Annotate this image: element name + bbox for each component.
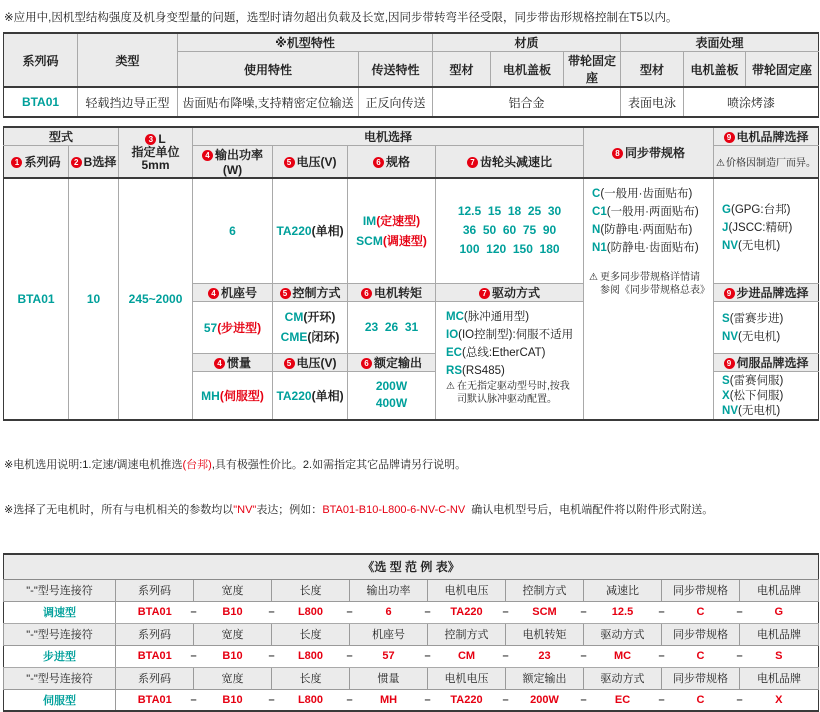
spec-col-header xyxy=(348,146,436,179)
index-badge-7: 7 xyxy=(467,157,478,168)
brand-select-header xyxy=(714,127,819,146)
material-header: 材质 xyxy=(433,33,621,52)
length-header xyxy=(119,127,193,178)
col-header: 电机品牌 xyxy=(740,623,819,645)
col-header: 电机转矩 xyxy=(506,623,584,645)
model-part: B10 xyxy=(222,694,242,706)
material-value: 铝合金 xyxy=(433,87,621,117)
servo-s-code: S xyxy=(722,375,730,387)
control-cme-code: CME xyxy=(281,330,308,344)
brand-select-header-label: 电机品牌选择 xyxy=(737,130,809,144)
ratio-col-header xyxy=(436,146,584,179)
stepper-nv-code: NV xyxy=(722,331,738,343)
index-badge-9: 9 xyxy=(724,358,735,369)
voltage2-value xyxy=(273,371,348,420)
col-header: 额定输出 xyxy=(506,667,584,689)
model-part: 200W xyxy=(530,694,559,706)
selection-example-table xyxy=(3,553,819,712)
main-header-row-1 xyxy=(4,127,819,146)
index-badge-4: 4 xyxy=(202,150,213,161)
example-header-row-speed xyxy=(4,579,819,601)
model-part: CM xyxy=(458,650,475,662)
model-part: MH xyxy=(380,694,397,706)
note2-model-red: BTA01-B10-L800-6-NV-C-NV xyxy=(322,504,465,516)
model-part: X xyxy=(775,694,782,706)
example-data-row-stepper: 步进型 BTA01 – B10 – L800 – 57 – CM – 23 – MC – C – S xyxy=(4,645,819,667)
col-header: 电机品牌 xyxy=(740,579,819,601)
b-select-value: 10 xyxy=(69,178,119,420)
control-col-header xyxy=(273,283,348,301)
series-code-col-header xyxy=(4,146,69,179)
col-header: 长度 xyxy=(272,579,350,601)
series-code-value: BTA01 xyxy=(4,178,69,420)
warning-icon: ⚠ xyxy=(589,271,598,284)
torque-numbers: 23 26 31 xyxy=(365,320,418,334)
spec-scm-rest: (调速型) xyxy=(383,234,427,248)
brand-g-code: G xyxy=(722,204,731,216)
example-data-row-speed: 调速型 BTA01 – B10 – L800 – 6 – TA220 – SCM – 12.5 – C – G xyxy=(4,601,819,623)
stepper-brand-label: 步进品牌选择 xyxy=(737,286,809,300)
index-badge-7: 7 xyxy=(479,288,490,299)
model-header: 型式 xyxy=(4,127,119,146)
connector-label: "-"型号连接符 xyxy=(4,623,116,645)
drive-mc-rest: (脉冲通用型) xyxy=(464,311,529,323)
col-header: 电机电压 xyxy=(428,667,506,689)
servo-brand-label: 伺服品牌选择 xyxy=(737,356,809,370)
model-part: C xyxy=(697,694,705,706)
model-part: B10 xyxy=(222,650,242,662)
col-header: 减速比 xyxy=(584,579,662,601)
model-part: TA220 xyxy=(450,694,482,706)
note2-text-a: ※选择了无电机时，所有与电机相关的参数均以 xyxy=(4,504,233,516)
belt-spec-list xyxy=(584,179,713,257)
general-brand-list xyxy=(714,179,818,255)
warning-icon: ⚠ xyxy=(446,380,455,393)
servo-nv-rest: (无电机) xyxy=(738,405,780,417)
ratio-line-1: 12.5 15 18 25 30 xyxy=(436,202,583,221)
model-part: MC xyxy=(614,650,631,662)
example-type-label: 调速型 xyxy=(4,601,116,623)
material-cover-header: 电机盖板 xyxy=(491,52,564,88)
torque-col-label: 电机转矩 xyxy=(374,286,422,300)
power-value: 6 xyxy=(193,178,273,283)
col-header: 输出功率 xyxy=(350,579,428,601)
gear-ratio-values xyxy=(436,178,584,283)
belt-n-rest: (防静电·两面贴布) xyxy=(600,224,692,236)
type-header: 类型 xyxy=(78,33,178,87)
model-part: TA220 xyxy=(450,606,482,618)
frame-value xyxy=(193,301,273,353)
general-brand-cell xyxy=(714,178,819,283)
index-badge-4: 4 xyxy=(208,288,219,299)
model-part: 57 xyxy=(382,650,394,662)
index-badge-5: 5 xyxy=(284,157,295,168)
belt-c1-code: C1 xyxy=(592,206,607,218)
drive-col-header xyxy=(436,283,584,301)
voltage2-rest: (单相) xyxy=(312,389,344,403)
model-part: SCM xyxy=(532,606,556,618)
belt-spec-header-label: 同步带规格 xyxy=(625,146,685,160)
index-badge-1: 1 xyxy=(11,157,22,168)
inertia-col-label: 惯量 xyxy=(227,356,251,370)
motor-selection-table xyxy=(3,126,819,421)
drive-mode-list xyxy=(436,302,583,380)
belt-spec-note xyxy=(584,271,713,303)
col-header: 机座号 xyxy=(350,623,428,645)
connector-label: "-"型号连接符 xyxy=(4,667,116,689)
control-cme-rest: (闭环) xyxy=(307,330,339,344)
example-data-row-servo: 伺服型 BTA01 – B10 – L800 – MH – TA220 – 200W – EC – C – X xyxy=(4,689,819,711)
control-values xyxy=(273,301,348,353)
power-col-header xyxy=(193,146,273,179)
machine-features-header: ※机型特性 xyxy=(178,33,433,52)
series-code-value: BTA01 xyxy=(4,87,78,117)
drive-mode-note xyxy=(436,380,583,412)
col-header: 电机品牌 xyxy=(740,667,819,689)
control-cm-rest: (开环) xyxy=(303,310,335,324)
example-header-row-servo xyxy=(4,667,819,689)
note1-text-red: (台邦) xyxy=(183,459,212,471)
surface-treatment-header: 表面处理 xyxy=(621,33,819,52)
col-header: 同步带规格 xyxy=(662,579,740,601)
voltage-rest: (单相) xyxy=(312,224,344,238)
inertia-rest: (伺服型) xyxy=(220,389,264,403)
model-part: B10 xyxy=(222,606,242,618)
spec-col-label: 规格 xyxy=(386,155,410,169)
drive-mode-note-text: 在无指定驱动型号时,按我司默认脉冲驱动配置。 xyxy=(457,380,579,406)
belt-c1-rest: (一般用·两面贴布) xyxy=(607,206,699,218)
surface-paint-value: 喷涂烤漆 xyxy=(684,87,819,117)
example-table-title: 《选 型 范 例 表》 xyxy=(4,554,819,580)
col-header: 电机电压 xyxy=(428,579,506,601)
spec-im-rest: (定速型) xyxy=(376,214,420,228)
index-badge-5: 5 xyxy=(280,288,291,299)
spec-scm-code: SCM xyxy=(356,234,383,248)
belt-spec-note-text: 更多同步带规格详情请参阅《同步带规格总表》 xyxy=(600,271,709,297)
index-badge-9: 9 xyxy=(724,288,735,299)
usage-feature-header: 使用特性 xyxy=(178,52,359,88)
model-part: C xyxy=(697,606,705,618)
example-type-label: 步进型 xyxy=(4,645,116,667)
index-badge-5: 5 xyxy=(284,358,295,369)
belt-c-code: C xyxy=(592,188,600,200)
control-col-label: 控制方式 xyxy=(293,286,341,300)
type-value: 轻载挡边导正型 xyxy=(78,87,178,117)
ratio-line-2: 36 50 60 75 90 xyxy=(436,221,583,240)
drive-io-code: IO xyxy=(446,329,458,341)
voltage-col-label: 电压(V) xyxy=(297,155,337,169)
surface-profile-value: 表面电泳 xyxy=(621,87,684,117)
stepper-nv-rest: (无电机) xyxy=(738,331,780,343)
ratio-line-3: 100 120 150 180 xyxy=(436,240,583,259)
datasheet-page xyxy=(0,9,820,572)
frame-code: 57 xyxy=(204,321,217,335)
index-badge-4: 4 xyxy=(214,358,225,369)
b-select-col-label: B选择 xyxy=(84,155,117,169)
rated-output-col-header xyxy=(348,353,436,371)
note1-text-b: ,具有极强性价比。2.如需指定其它品牌请另行说明。 xyxy=(212,459,466,471)
col-header: 驱动方式 xyxy=(584,667,662,689)
material-pulley-header: 带轮固定座 xyxy=(564,52,621,88)
torque-col-header xyxy=(348,283,436,301)
model-part: L800 xyxy=(298,606,323,618)
servo-nv-code: NV xyxy=(722,405,738,417)
brand-price-note xyxy=(714,146,819,179)
surface-profile-header: 型材 xyxy=(621,52,684,88)
rated-output-values xyxy=(348,371,436,420)
col-header: 控制方式 xyxy=(506,579,584,601)
belt-n1-code: N1 xyxy=(592,242,607,254)
length-header-label: L xyxy=(158,132,165,146)
b-select-col-header xyxy=(69,146,119,179)
index-badge-8: 8 xyxy=(612,148,623,159)
series-code-col-label: 系列码 xyxy=(24,155,60,169)
note1-text-a: ※电机选用说明:1.定速/调速电机推选 xyxy=(4,459,183,471)
example-header-row-stepper xyxy=(4,623,819,645)
col-header: 同步带规格 xyxy=(662,623,740,645)
example-table-title-row xyxy=(4,554,819,580)
note2-text-c: 确认电机型号后，电机端配件将以附件形式附送。 xyxy=(465,504,713,516)
model-part: S xyxy=(775,650,782,662)
control-cm-code: CM xyxy=(285,310,304,324)
col-header: 控制方式 xyxy=(428,623,506,645)
servo-brand-header xyxy=(714,353,819,371)
ratio-col-label: 齿轮头减速比 xyxy=(480,155,552,169)
belt-n1-rest: (防静电·齿面贴布) xyxy=(607,242,699,254)
servo-x-code: X xyxy=(722,390,730,402)
drive-ec-rest: (总线:EtherCAT) xyxy=(462,347,546,359)
belt-n-code: N xyxy=(592,224,600,236)
index-badge-2: 2 xyxy=(71,157,82,168)
drive-mode-cell xyxy=(436,301,584,420)
surface-pulley-header: 带轮固定座 xyxy=(746,52,819,88)
stepper-brand-list xyxy=(714,302,818,346)
belt-spec-header xyxy=(584,127,714,178)
model-part: BTA01 xyxy=(138,650,172,662)
brand-nv-code: NV xyxy=(722,240,738,252)
model-part: 6 xyxy=(385,606,391,618)
index-badge-6: 6 xyxy=(361,358,372,369)
servo-brand-cell xyxy=(714,371,819,420)
model-part: G xyxy=(775,606,784,618)
motor-select-header: 电机选择 xyxy=(193,127,584,146)
transfer-feature-value: 正反向传送 xyxy=(359,87,433,117)
inertia-col-header xyxy=(193,353,273,371)
drive-rs-code: RS xyxy=(446,365,462,377)
note2-text-b: 表达；例如： xyxy=(256,504,322,516)
col-header: 长度 xyxy=(272,623,350,645)
model-part: L800 xyxy=(298,694,323,706)
servo-brand-list xyxy=(714,372,818,419)
frame-col-label: 机座号 xyxy=(221,286,257,300)
main-body-row-1 xyxy=(4,178,819,283)
note-line-2 xyxy=(4,503,818,518)
inertia-code: MH xyxy=(201,389,220,403)
note2-nv-red: "NV" xyxy=(233,504,256,516)
brand-price-note-text: 价格因制造厂而异。 xyxy=(726,158,816,169)
col-header: 系列码 xyxy=(116,667,194,689)
inertia-value xyxy=(193,371,273,420)
brand-j-rest: (JSCC:精研) xyxy=(728,222,792,234)
voltage2-col-label: 电压(V) xyxy=(297,356,337,370)
spec-data-row xyxy=(4,87,819,117)
warning-icon: ⚠ xyxy=(716,158,725,169)
col-header: 宽度 xyxy=(194,623,272,645)
stepper-brand-header xyxy=(714,283,819,301)
servo-x-rest: (松下伺服) xyxy=(730,390,784,402)
torque-value xyxy=(348,301,436,353)
stepper-brand-cell xyxy=(714,301,819,353)
rated-output-col-label: 额定输出 xyxy=(374,356,422,370)
top-usage-note: ※应用中,因机型结构强度及机身变型量的问题，选型时请勿超出负载及长宽,因同步带转弯半径受限，同步带齿形规格控制在T5以内。 xyxy=(4,9,818,25)
brand-g-rest: (GPG:台邦) xyxy=(731,204,790,216)
col-header: 宽度 xyxy=(194,667,272,689)
model-part: BTA01 xyxy=(138,694,172,706)
col-header: 长度 xyxy=(272,667,350,689)
frame-col-header xyxy=(193,283,273,301)
length-range-value: 245~2000 xyxy=(119,178,193,420)
transfer-feature-header: 传送特性 xyxy=(359,52,433,88)
frame-rest: (步进型) xyxy=(217,321,261,335)
model-part: 12.5 xyxy=(612,606,633,618)
usage-feature-value: 齿面贴布降噪,支持精密定位输送 xyxy=(178,87,359,117)
belt-c-rest: (一般用·齿面贴布) xyxy=(600,188,692,200)
voltage2-code: TA220 xyxy=(276,389,311,403)
length-header-sub: 指定单位5mm xyxy=(119,146,192,172)
belt-spec-cell xyxy=(584,178,714,420)
example-type-label: 伺服型 xyxy=(4,689,116,711)
model-part: C xyxy=(697,650,705,662)
model-part: EC xyxy=(615,694,630,706)
rated-200w: 200W xyxy=(348,378,435,395)
col-header: 系列码 xyxy=(116,579,194,601)
index-badge-9: 9 xyxy=(724,132,735,143)
index-badge-6: 6 xyxy=(373,157,384,168)
connector-label: "-"型号连接符 xyxy=(4,579,116,601)
index-badge-3: 3 xyxy=(145,134,156,145)
material-profile-header: 型材 xyxy=(433,52,491,88)
servo-s-rest: (雷赛伺服) xyxy=(730,375,784,387)
drive-col-label: 驱动方式 xyxy=(492,286,540,300)
drive-mc-code: MC xyxy=(446,311,464,323)
series-code-header: 系列码 xyxy=(4,33,78,87)
drive-rs-rest: (RS485) xyxy=(462,365,505,377)
col-header: 惯量 xyxy=(350,667,428,689)
rated-400w: 400W xyxy=(348,395,435,412)
drive-ec-code: EC xyxy=(446,347,462,359)
col-header: 宽度 xyxy=(194,579,272,601)
model-part: 23 xyxy=(538,650,550,662)
brand-j-code: J xyxy=(722,222,728,234)
spec-im-code: IM xyxy=(363,214,376,228)
model-part: L800 xyxy=(298,650,323,662)
voltage-value xyxy=(273,178,348,283)
note-line-1 xyxy=(4,458,818,473)
voltage-col-header xyxy=(273,146,348,179)
col-header: 驱动方式 xyxy=(584,623,662,645)
brand-nv-rest: (无电机) xyxy=(738,240,780,252)
motor-selection-notes xyxy=(4,428,818,548)
surface-cover-header: 电机盖板 xyxy=(684,52,746,88)
col-header: 同步带规格 xyxy=(662,667,740,689)
stepper-s-code: S xyxy=(722,313,730,325)
power-col-label: 输出功率(W) xyxy=(215,148,263,177)
spec-header-row-1 xyxy=(4,33,819,52)
stepper-s-rest: (雷赛步进) xyxy=(730,313,784,325)
spec-values xyxy=(348,178,436,283)
index-badge-6: 6 xyxy=(361,288,372,299)
voltage2-col-header xyxy=(273,353,348,371)
model-part: BTA01 xyxy=(138,606,172,618)
col-header: 系列码 xyxy=(116,623,194,645)
voltage-code: TA220 xyxy=(276,224,311,238)
drive-io-rest: (IO控制型):伺服不适用 xyxy=(458,329,573,341)
series-overview-table xyxy=(3,32,819,118)
